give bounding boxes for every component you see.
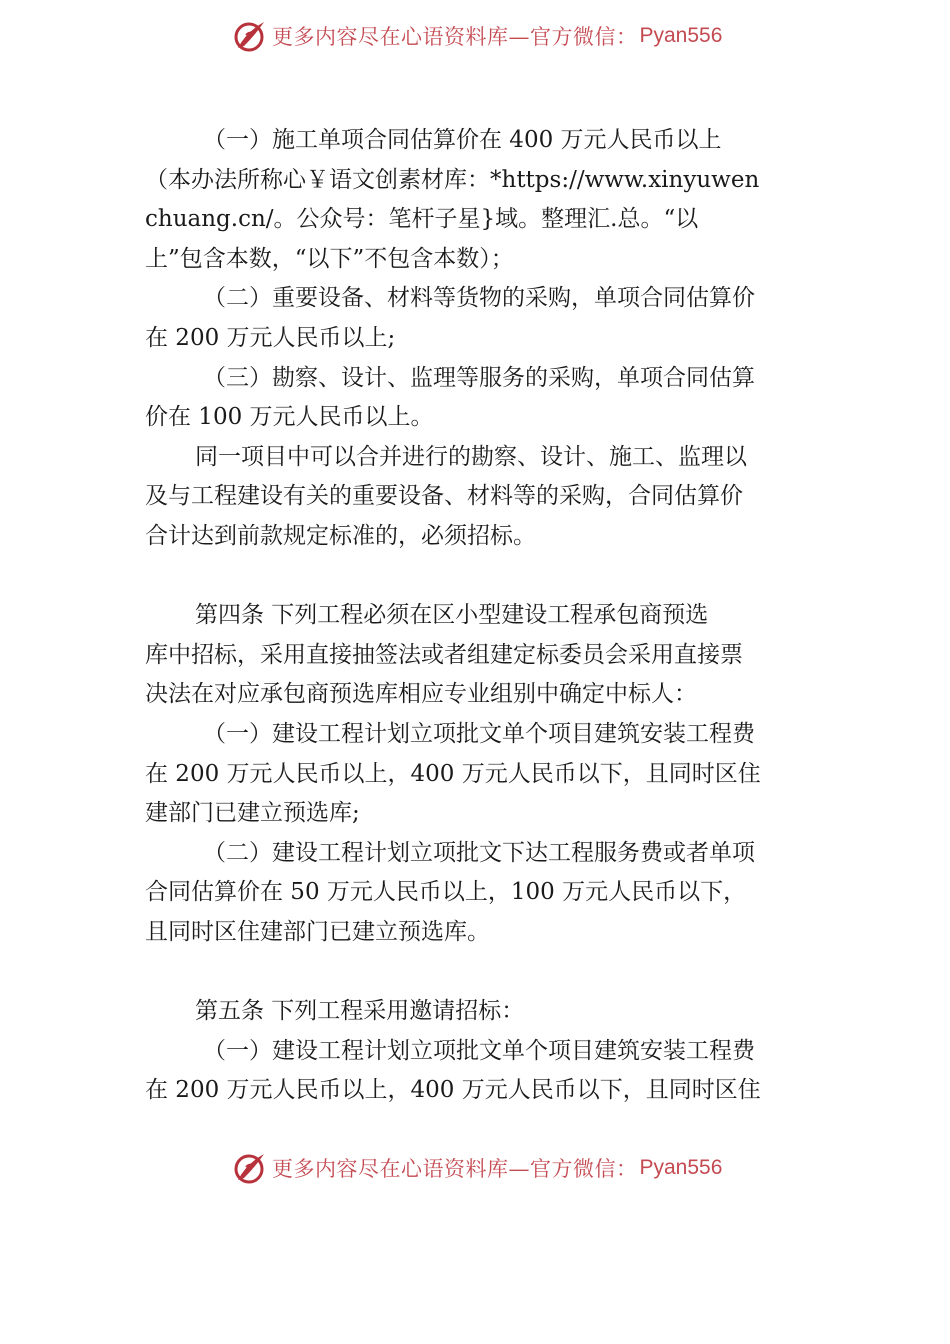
wechat-id: Pyan556	[639, 1156, 723, 1179]
text-line: 在 200 万元人民币以上，400 万元人民币以下，且同时区住	[145, 760, 761, 787]
text-line: 合计达到前款规定标准的，必须招标。	[145, 522, 536, 549]
text-line: 且同时区住建部门已建立预选库。	[145, 918, 490, 945]
text-line: （二）建设工程计划立项批文下达工程服务费或者单项	[203, 839, 755, 866]
text-line: （一）建设工程计划立项批文单个项目建筑安装工程费	[203, 1037, 755, 1064]
text-line: （本办法所称心￥语文创素材库：*https://www.xinyuwen	[145, 166, 760, 193]
quill-seal-icon	[232, 1150, 268, 1186]
text-line: 同一项目中可以合并进行的勘察、设计、施工、监理以	[195, 443, 747, 470]
text-line: 及与工程建设有关的重要设备、材料等的采购，合同估算价	[145, 483, 743, 510]
article-heading-line: 第五条 下列工程采用邀请招标：	[195, 998, 525, 1025]
document-body	[145, 121, 807, 1111]
text-line: chuang.cn/。公众号：笔杆子星}域。整理汇.总。“以	[145, 206, 699, 233]
text-line: 价在 100 万元人民币以上。	[145, 404, 434, 431]
article-heading-line: 第四条 下列工程必须在区小型建设工程承包商预选	[195, 602, 709, 629]
text-line: （二）重要设备、材料等货物的采购，单项合同估算价	[203, 285, 755, 312]
banner-text: 更多内容尽在心语资料库—官方微信：	[272, 1157, 638, 1181]
text-line: 在 200 万元人民币以上;	[145, 324, 396, 351]
quill-seal-icon	[232, 18, 268, 54]
text-line: （一）建设工程计划立项批文单个项目建筑安装工程费	[203, 720, 755, 747]
wechat-id: Pyan556	[639, 24, 723, 47]
text-line: 建部门已建立预选库;	[145, 800, 360, 827]
text-line: 决法在对应承包商预选库相应专业组别中确定中标人：	[145, 681, 697, 708]
banner-text: 更多内容尽在心语资料库—官方微信：	[272, 25, 638, 49]
text-line: 上”包含本数，“以下”不包含本数）；	[145, 245, 514, 272]
blank-line	[145, 557, 807, 597]
text-line: 在 200 万元人民币以上，400 万元人民币以下，且同时区住	[145, 1077, 761, 1104]
text-line: 合同估算价在 50 万元人民币以上，100 万元人民币以下，	[145, 879, 747, 906]
text-line: （三）勘察、设计、监理等服务的采购，单项合同估算	[203, 364, 755, 391]
footer-banner	[232, 1148, 722, 1188]
header-banner	[232, 16, 722, 56]
text-line: （一）施工单项合同估算价在 400 万元人民币以上	[203, 127, 722, 153]
text-line: 库中招标，采用直接抽签法或者组建定标委员会采用直接票	[145, 641, 743, 668]
blank-line	[145, 952, 807, 992]
